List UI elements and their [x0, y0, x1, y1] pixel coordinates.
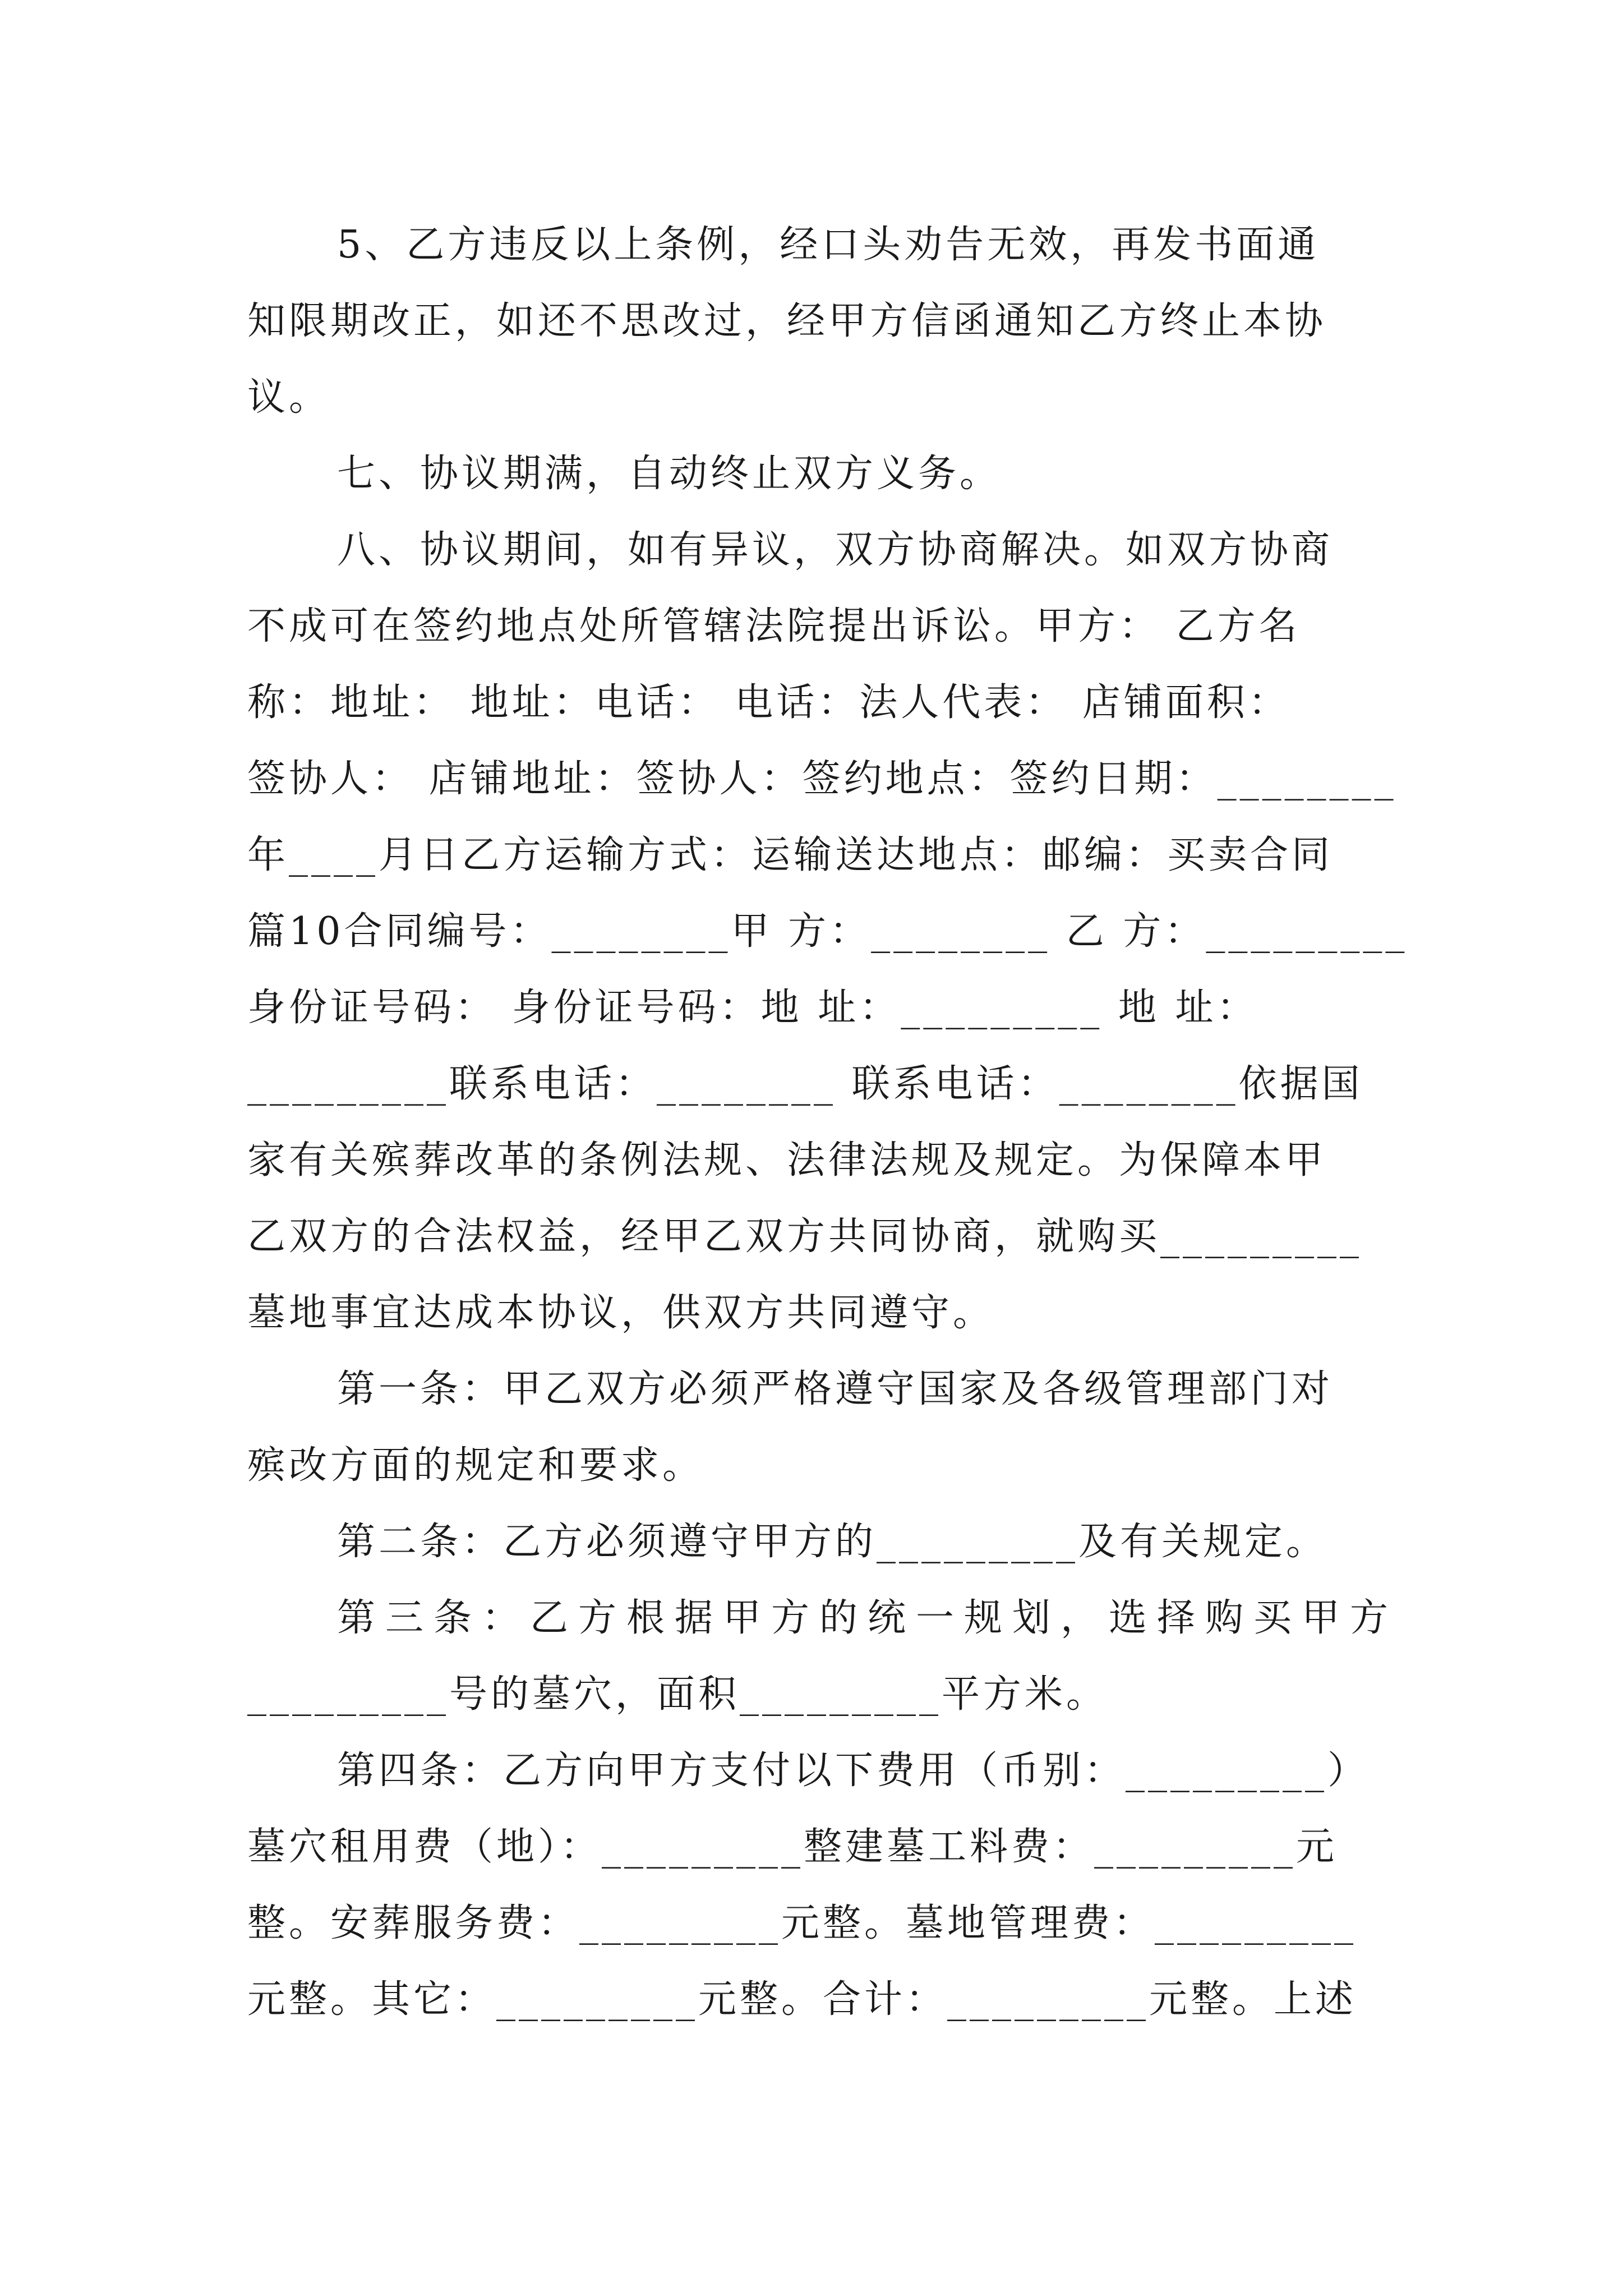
text-line: 年____月日乙方运输方式：运输送达地点：邮编：买卖合同	[247, 833, 1334, 877]
text-line: _________号的墓穴，面积_________平方米。	[247, 1672, 1108, 1717]
text-line: 签协人： 店铺地址：签协人：签约地点：签约日期：________	[247, 757, 1397, 801]
text-line: _________联系电话：________ 联系电话：________依据国	[247, 1062, 1363, 1106]
text-line: 知限期改正，如还不思改过，经甲方信函通知乙方终止本协	[247, 299, 1327, 343]
text-line: 篇10合同编号：________甲 方：________ 乙 方：_________	[247, 909, 1408, 954]
text-line: 不成可在签约地点处所管辖法院提出诉讼。甲方： 乙方名	[247, 604, 1301, 648]
text-line: 第二条：乙方必须遵守甲方的_________及有关规定。	[337, 1520, 1328, 1564]
text-line: 5、乙方违反以上条例，经口头劝告无效，再发书面通	[337, 223, 1320, 267]
text-line: 七、协议期满，自动终止双方义务。	[337, 452, 1002, 496]
text-line: 身份证号码： 身份证号码：地 址：_________ 地 址：	[247, 986, 1258, 1030]
text-line: 第一条：甲乙双方必须严格遵守国家及各级管理部门对	[337, 1367, 1334, 1411]
text-line: 墓穴租用费（地）：_________整建墓工料费：_________元	[247, 1825, 1338, 1869]
text-line: 第三条：乙方根据甲方的统一规划，选择购买甲方	[337, 1596, 1399, 1640]
text-line: 称：地址： 地址：电话： 电话：法人代表： 店铺面积：	[247, 680, 1290, 725]
text-line: 家有关殡葬改革的条例法规、法律法规及规定。为保障本甲	[247, 1138, 1327, 1182]
text-line: 乙双方的合法权益，经甲乙双方共同协商，就购买_________	[247, 1214, 1363, 1259]
text-line: 第四条：乙方向甲方支付以下费用（币别：_________）	[337, 1749, 1370, 1793]
text-line: 墓地事宜达成本协议，供双方共同遵守。	[247, 1291, 995, 1335]
text-line: 元整。其它：_________元整。合计：_________元整。上述	[247, 1977, 1357, 2022]
text-line: 殡改方面的规定和要求。	[247, 1443, 704, 1488]
text-line: 整。安葬服务费：_________元整。墓地管理费：_________	[247, 1901, 1357, 1945]
text-line: 议。	[247, 375, 331, 420]
text-line: 八、协议期间，如有异议，双方协商解决。如双方协商	[337, 528, 1334, 572]
